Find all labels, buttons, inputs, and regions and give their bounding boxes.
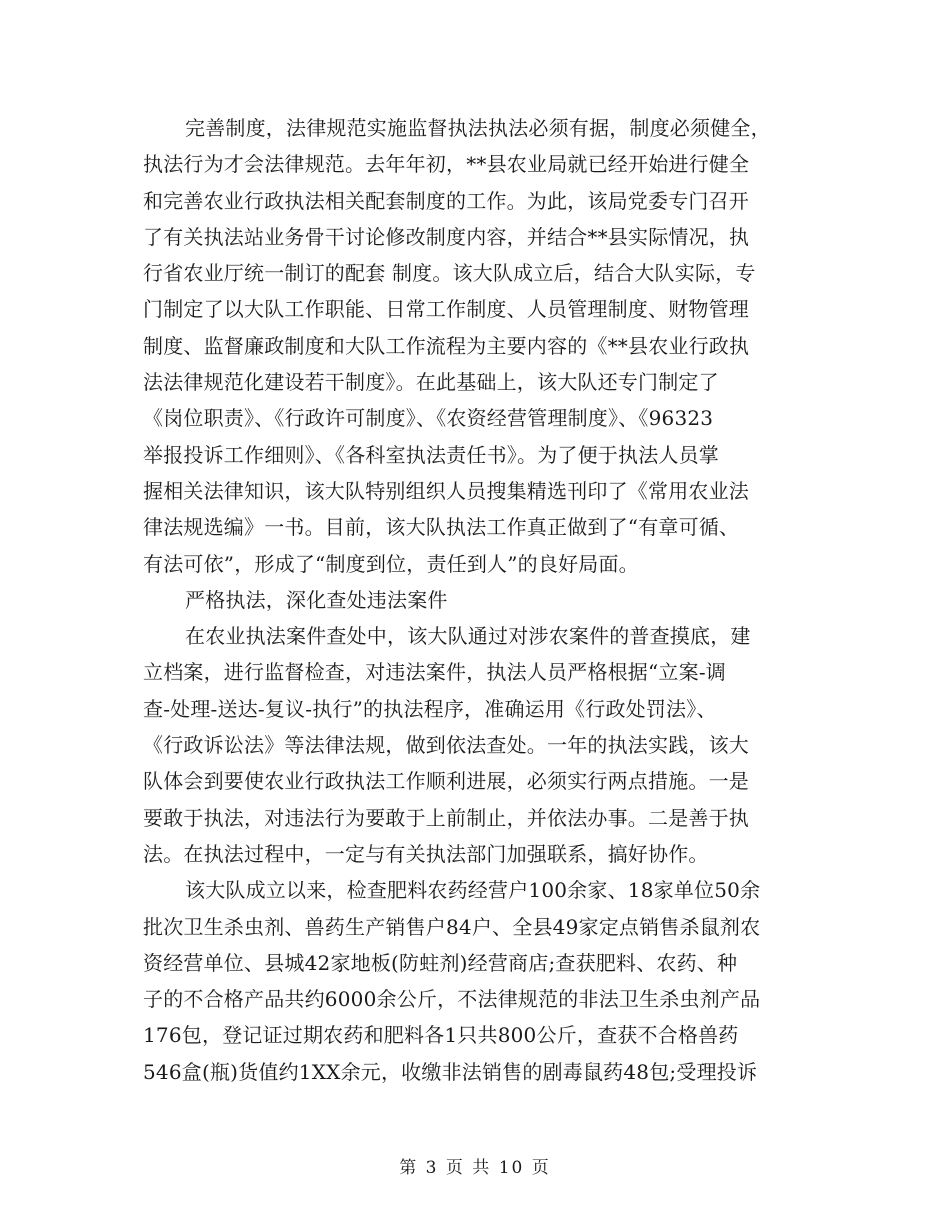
paragraph-line: 法。在执法过程中，一定与有关执法部门加强联系，搞好协作。 xyxy=(143,841,709,866)
paragraph-line: 要敢于执法，对违法行为要敢于上前制止，并依法办事。二是善于执 xyxy=(143,805,749,830)
paragraph-line: 门制定了以大队工作职能、日常工作制度、人员管理制度、财物管理 xyxy=(143,297,749,322)
paragraph-line: 举报投诉工作细则》、《各科室执法责任书》。为了便于执法人员掌 xyxy=(143,442,719,467)
paragraph-line: 了有关执法站业务骨干讨论修改制度内容，并结合**县实际情况，执 xyxy=(143,224,750,249)
page-number: 3 xyxy=(425,1158,439,1178)
paragraph-line: 行省农业厅统一制订的配套 制度。该大队成立后，结合大队实际，专 xyxy=(143,261,756,286)
page-footer xyxy=(0,1153,950,1178)
paragraph-line: 《行政诉讼法》等法律法规，做到依法查处。一年的执法实践，该大 xyxy=(143,733,749,758)
paragraph-line: 有法可依”，形成了“制度到位，责任到人”的良好局面。 xyxy=(143,551,639,576)
paragraph-line: 查-处理-送达-复议-执行”的执法程序，准确运用《行政处罚法》、 xyxy=(143,696,717,721)
paragraph-line: 执法行为才会法律规范。去年年初，**县农业局就已经开始进行健全 xyxy=(143,152,750,177)
paragraph-line: 完善制度，法律规范实施监督执法执法必须有据，制度必须健全， xyxy=(185,116,771,140)
paragraph-line: 该大队成立以来，检查肥料农药经营户100余家、18家单位50余 xyxy=(185,878,761,903)
paragraph-line: 批次卫生杀虫剂、兽药生产销售户84户、全县49家定点销售杀鼠剂农 xyxy=(143,914,761,939)
body-text xyxy=(143,110,808,1090)
paragraph-line: 《岗位职责》、《行政许可制度》、《农资经营管理制度》、《96323 xyxy=(143,406,714,431)
paragraph-line: 队体会到要使农业行政执法工作顺利进展，必须实行两点措施。一是 xyxy=(143,769,749,794)
section-heading: 严格执法，深化查处违法案件 xyxy=(185,587,448,612)
page-label-suffix: 页 xyxy=(531,1158,551,1178)
paragraph-line: 和完善农业行政执法相关配套制度的工作。为此，该局党委专门召开 xyxy=(143,188,749,213)
total-pages: 10 xyxy=(498,1158,525,1178)
paragraph-line: 握相关法律知识，该大队特别组织人员搜集精选刊印了《常用农业法 xyxy=(143,478,749,503)
paragraph-line: 立档案，进行监督检查，对违法案件，执法人员严格根据“立案-调 xyxy=(143,660,726,685)
paragraph-line: 资经营单位、县城42家地板(防蛀剂)经营商店;查获肥料、农药、种 xyxy=(143,950,738,975)
paragraph-line: 子的不合格产品共约6000余公斤，不法律规范的非法卫生杀虫剂产品 xyxy=(143,987,761,1012)
page-label-mid: 页 共 xyxy=(445,1158,492,1178)
paragraph-line: 在农业执法案件查处中，该大队通过对涉农案件的普查摸底，建 xyxy=(185,624,751,649)
paragraph-line: 制度、监督廉政制度和大队工作流程为主要内容的《**县农业行政执 xyxy=(143,333,750,358)
paragraph-line: 546盒(瓶)货值约1XX余元，收缴非法销售的剧毒鼠药48包;受理投诉 xyxy=(143,1059,758,1084)
paragraph-line: 法法律规范化建设若干制度》。在此基础上，该大队还专门制定了 xyxy=(143,370,719,395)
page-label-prefix: 第 xyxy=(399,1158,419,1178)
paragraph-line: 176包，登记证过期农药和肥料各1只共800公斤，查获不合格兽药 xyxy=(143,1023,739,1048)
paragraph-line: 律法规选编》一书。目前，该大队执法工作真正做到了“有章可循、 xyxy=(143,515,740,540)
